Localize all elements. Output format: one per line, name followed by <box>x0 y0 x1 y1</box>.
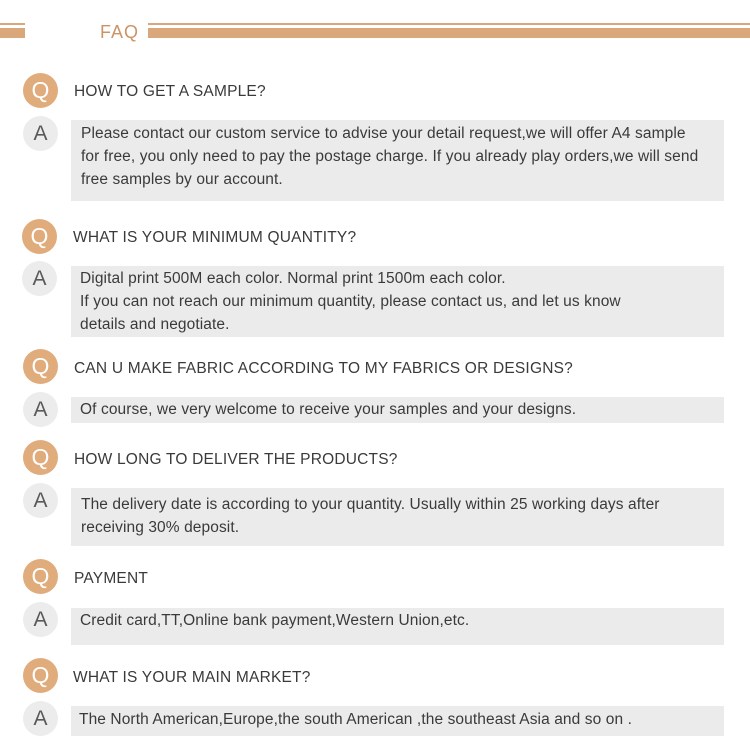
question-icon: Q <box>23 559 58 594</box>
faq-answer <box>71 120 724 201</box>
answer-line: The delivery date is according to your quantity. Usually within 25 working days after <box>81 496 660 513</box>
answer-icon: A <box>23 602 58 637</box>
answer-line: details and negotiate. <box>80 316 230 333</box>
answer-line: Digital print 500M each color. Normal print 1500m each color. <box>80 270 506 287</box>
answer-icon: A <box>23 701 58 736</box>
answer-line: Of course, we very welcome to receive your samples and your designs. <box>80 401 577 418</box>
page-title: FAQ <box>100 22 140 42</box>
faq-question: WHAT IS YOUR MAIN MARKET? <box>73 669 311 686</box>
faq-answer <box>71 488 724 546</box>
answer-line: If you can not reach our minimum quantity, please contact us, and let us know <box>80 293 621 310</box>
answer-icon: A <box>23 392 58 427</box>
faq-question: PAYMENT <box>74 570 149 587</box>
question-icon: Q <box>23 440 58 475</box>
faq-answer <box>71 706 724 736</box>
question-icon: Q <box>23 349 58 384</box>
answer-icon: A <box>23 116 58 151</box>
answer-line: Credit card,TT,Online bank payment,Western Union,etc. <box>80 612 470 629</box>
answer-icon: A <box>23 483 58 518</box>
faq-answer <box>71 608 724 645</box>
faq-question: WHAT IS YOUR MINIMUM QUANTITY? <box>73 229 357 246</box>
question-icon: Q <box>23 73 58 108</box>
question-icon: Q <box>22 219 57 254</box>
header-right-rule <box>148 23 750 38</box>
faq-question: HOW LONG TO DELIVER THE PRODUCTS? <box>74 451 398 468</box>
faq-question: CAN U MAKE FABRIC ACCORDING TO MY FABRICS OR DESIGNS? <box>74 360 573 377</box>
answer-icon: A <box>22 261 57 296</box>
answer-line: The North American,Europe,the south American ,the southeast Asia and so on . <box>79 711 633 728</box>
faq-question: HOW TO GET A SAMPLE? <box>74 83 266 100</box>
answer-line: Please contact our custom service to advise your detail request,we will offer A4 sample <box>81 125 686 142</box>
answer-line: free samples by our account. <box>81 171 283 188</box>
answer-line: receiving 30% deposit. <box>81 519 240 536</box>
faq-answer <box>71 266 724 337</box>
faq-answer <box>71 397 724 423</box>
question-icon: Q <box>23 658 58 693</box>
answer-line: for free, you only need to pay the postage charge. If you already play orders,we will send <box>81 148 699 165</box>
